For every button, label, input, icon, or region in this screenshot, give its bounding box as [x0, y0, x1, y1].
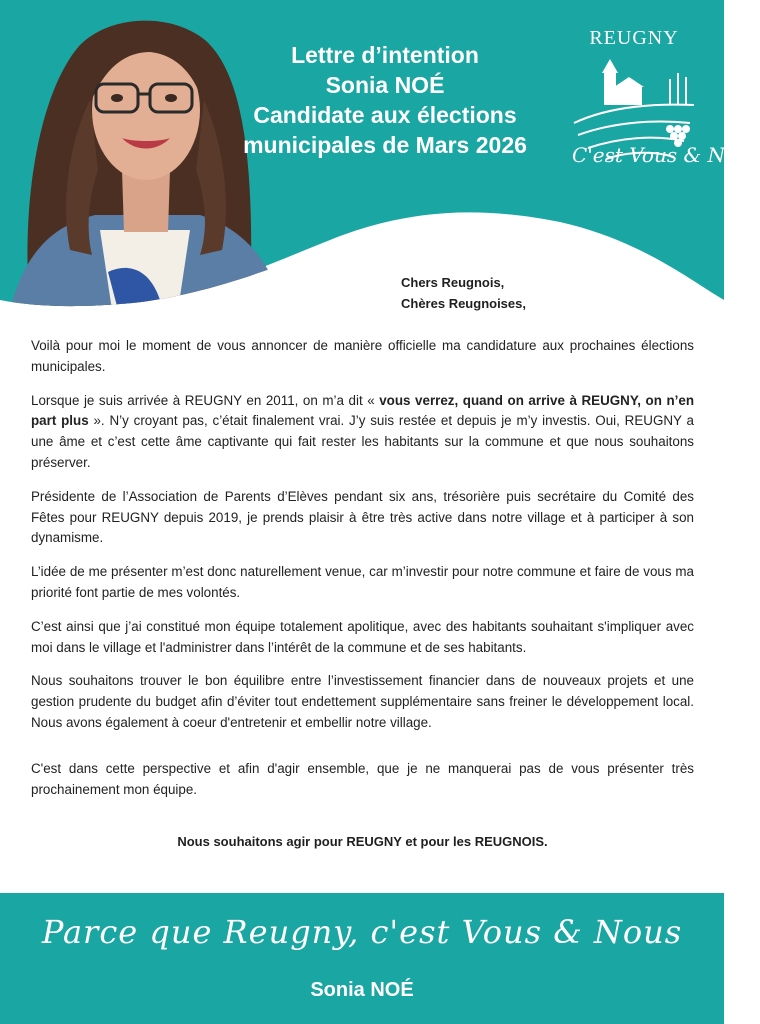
footer-banner	[0, 893, 724, 1024]
paragraph-3: Présidente de l’Association de Parents d’Elèves pendant six ans, trésorière puis secrétaire du Comité des Fêtes pour REUGNY depuis 2019, je prends plaisir à être très active dans notre village et à participer à son dynamisme.	[31, 488, 694, 546]
paragraph-7: C'est dans cette perspective et afin d'agir ensemble, que je ne manquerai pas de vous présenter très prochainement mon équipe.	[31, 760, 694, 797]
salutation	[401, 272, 526, 314]
title-line-3: Candidate aux élections	[253, 102, 517, 128]
paragraph-1: Voilà pour moi le moment de vous annoncer de manière officielle ma candidature aux prochaines élections municipales.	[31, 338, 694, 374]
paragraph-6: Nous souhaitons trouver le bon équilibre entre l’investissement financier dans de nouveaux projets et une gestion prudente du budget afin d’éviter tout endettement supplémentaire sans freiner le développement local. Nous avons également à coeur d'entretenir et embellir notre village.	[31, 673, 694, 730]
paragraph-2	[31, 391, 694, 474]
header-banner	[0, 0, 760, 340]
footer-signature: Sonia NOÉ	[310, 979, 414, 1001]
logo-tagline: C'est Vous & Nous	[572, 143, 760, 167]
closing-statement: Nous souhaitons agir pour REUGNY et pour les REUGNOIS.	[177, 834, 548, 849]
logo-name: REUGNY	[589, 27, 679, 49]
paragraph-5: C’est ainsi que j’ai constitué mon équipe totalement apolitique, avec des habitants souhaitant s'impliquer avec moi dans le village et l'administrer dans l’intérêt de la commune et de ses habitants.	[31, 618, 694, 655]
salutation-line-2: Chères Reugnoises,	[401, 296, 526, 311]
title-line-4: municipales de Mars 2026	[243, 132, 527, 158]
salutation-line-1: Chers Reugnois,	[401, 275, 505, 290]
reugny-logo	[566, 25, 760, 195]
title-line-2: Sonia NOÉ	[325, 72, 445, 98]
paragraph-4: L’idée de me présenter m’est donc naturellement venue, car m’investir pour notre commune et faire de vous ma priorité font partie de mes volontés.	[31, 564, 694, 600]
footer-slogan: Parce que Reugny, c'est Vous & Nous	[41, 913, 683, 951]
letter-body	[31, 336, 694, 813]
letter-title	[215, 40, 555, 160]
paragraph-2-end: ». N’y croyant pas, c’était finalement vrai. J’y suis restée et depuis je m’y investis. Oui, REUGNY a une âme et c’est cette âme captivante qui fait rester les habitants sur la commune et que nous souhaitons préserver.	[31, 413, 694, 470]
paragraph-2-quote: vous verrez, quand on arrive à REUGNY, on n’en part plus	[31, 392, 695, 429]
title-line-1: Lettre d’intention	[291, 42, 479, 68]
paragraph-2-start: Lorsque je suis arrivée à REUGNY en 2011, on m’a dit «	[31, 392, 380, 408]
